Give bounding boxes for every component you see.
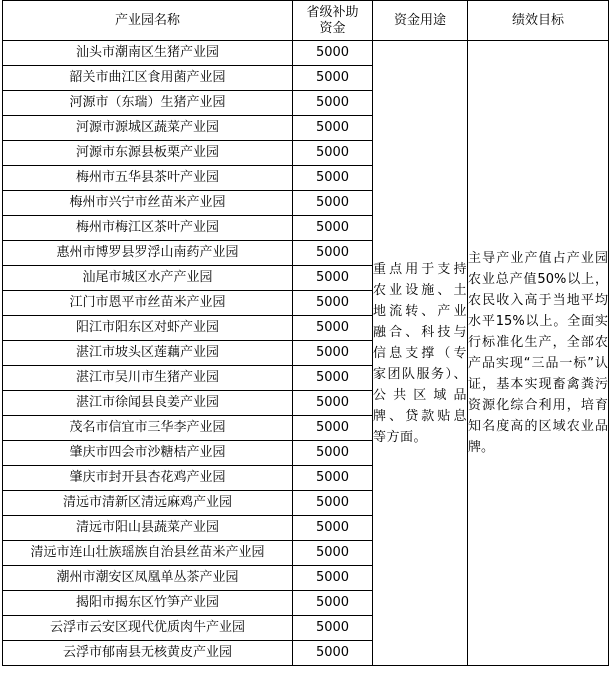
park-name: 湛江市坡头区莲藕产业园: [3, 341, 293, 366]
park-name: 河源市（东瑞）生猪产业园: [3, 91, 293, 116]
park-name: 肇庆市封开县杏花鸡产业园: [3, 466, 293, 491]
table-row: [3, 41, 609, 66]
subsidy-amount: 5000: [293, 166, 373, 191]
park-name: 梅州市兴宁市丝苗米产业园: [3, 191, 293, 216]
subsidy-amount: 5000: [293, 216, 373, 241]
header-use: 资金用途: [373, 1, 468, 41]
subsidy-amount: 5000: [293, 291, 373, 316]
subsidy-amount: 5000: [293, 441, 373, 466]
park-name: 梅州市梅江区茶叶产业园: [3, 216, 293, 241]
header-goal: 绩效目标: [468, 1, 609, 41]
subsidy-amount: 5000: [293, 591, 373, 616]
fund-use-cell: 重点用于支持农业设施、土地流转、产业融合、科技与信息支撑（专家团队服务）、公共区域品牌、贷款贴息等方面。: [373, 41, 468, 666]
header-row: [3, 1, 609, 41]
subsidy-amount: 5000: [293, 491, 373, 516]
subsidy-amount: 5000: [293, 541, 373, 566]
subsidy-amount: 5000: [293, 316, 373, 341]
subsidy-amount: 5000: [293, 141, 373, 166]
subsidy-amount: 5000: [293, 191, 373, 216]
park-name: 潮州市潮安区凤凰单丛茶产业园: [3, 566, 293, 591]
subsidy-amount: 5000: [293, 241, 373, 266]
table-body: [3, 41, 609, 666]
subsidy-amount: 5000: [293, 66, 373, 91]
header-name: 产业园名称: [3, 1, 293, 41]
subsidy-amount: 5000: [293, 91, 373, 116]
subsidy-amount: 5000: [293, 466, 373, 491]
park-name: 河源市东源县板栗产业园: [3, 141, 293, 166]
park-name: 清远市阳山县蔬菜产业园: [3, 516, 293, 541]
subsidy-amount: 5000: [293, 391, 373, 416]
subsidy-amount: 5000: [293, 416, 373, 441]
park-name: 汕头市潮南区生猪产业园: [3, 41, 293, 66]
park-name: 云浮市郁南县无核黄皮产业园: [3, 641, 293, 666]
park-name: 清远市清新区清远麻鸡产业园: [3, 491, 293, 516]
subsidy-amount: 5000: [293, 341, 373, 366]
subsidy-amount: 5000: [293, 366, 373, 391]
park-name: 湛江市吴川市生猪产业园: [3, 366, 293, 391]
park-name: 河源市源城区蔬菜产业园: [3, 116, 293, 141]
header-subsidy: [293, 1, 373, 41]
header-subsidy-text: 省级补助资金: [306, 4, 359, 36]
subsidy-amount: 5000: [293, 41, 373, 66]
park-name: 湛江市徐闻县良姜产业园: [3, 391, 293, 416]
park-name: 云浮市云安区现代优质肉牛产业园: [3, 616, 293, 641]
park-name: 汕尾市城区水产产业园: [3, 266, 293, 291]
park-name: 梅州市五华县茶叶产业园: [3, 166, 293, 191]
park-name: 江门市恩平市丝苗米产业园: [3, 291, 293, 316]
park-name: 揭阳市揭东区竹笋产业园: [3, 591, 293, 616]
park-name: 清远市连山壮族瑶族自治县丝苗米产业园: [3, 541, 293, 566]
park-name: 肇庆市四会市沙糖桔产业园: [3, 441, 293, 466]
park-name: 韶关市曲江区食用菌产业园: [3, 66, 293, 91]
subsidy-amount: 5000: [293, 266, 373, 291]
subsidy-table: [2, 0, 609, 666]
subsidy-amount: 5000: [293, 641, 373, 666]
park-name: 茂名市信宜市三华李产业园: [3, 416, 293, 441]
subsidy-amount: 5000: [293, 516, 373, 541]
park-name: 阳江市阳东区对虾产业园: [3, 316, 293, 341]
subsidy-amount: 5000: [293, 616, 373, 641]
park-name: 惠州市博罗县罗浮山南药产业园: [3, 241, 293, 266]
subsidy-amount: 5000: [293, 566, 373, 591]
subsidy-amount: 5000: [293, 116, 373, 141]
performance-goal-cell: 主导产业产值占产业园农业总产值50%以上，农民收入高于当地平均水平15%以上。全面实行标准化生产，全部农产品实现“三品一标”认证，基本实现畜禽粪污资源化综合利用，培育知名度高的区域农业品牌。: [468, 41, 609, 666]
